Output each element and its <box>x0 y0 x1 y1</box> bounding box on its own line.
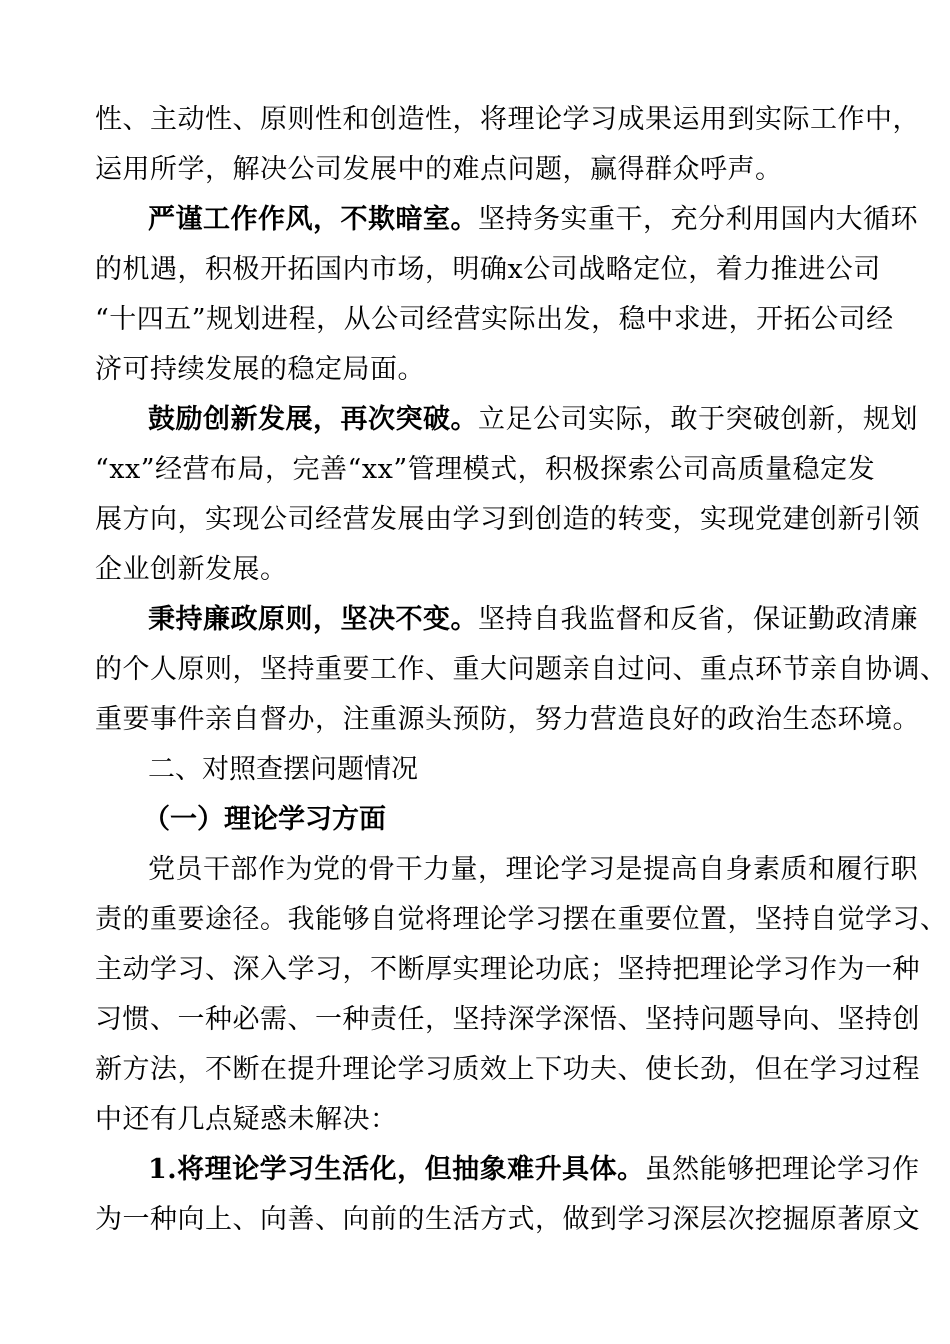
paragraph-line: 新方法，不断在提升理论学习质效上下功夫、使长劲，但在学习过程 <box>95 1054 920 1085</box>
paragraph-line: 的机遇，积极开拓国内市场，明确x公司战略定位，着力推进公司 <box>95 254 881 285</box>
paragraph-line: 党员干部作为党的骨干力量，理论学习是提高自身素质和履行职 <box>148 854 918 885</box>
paragraph-line: 习惯、一种必需、一种责任，坚持深学深悟、坚持问题导向、坚持创 <box>95 1004 920 1035</box>
paragraph-line <box>148 403 918 437</box>
paragraph-line <box>148 1153 918 1187</box>
paragraph-line: “十四五”规划进程，从公司经营实际出发，稳中求进，开拓公司经 <box>95 304 894 335</box>
paragraph-line: 性、主动性、原则性和创造性，将理论学习成果运用到实际工作中， <box>95 104 920 135</box>
paragraph-lead: 秉持廉政原则，坚决不变。 <box>148 604 478 635</box>
paragraph-line <box>148 203 918 237</box>
paragraph-text: 立足公司实际，敢于突破创新，规划 <box>478 404 918 435</box>
subsection-heading: （一）理论学习方面 <box>143 804 386 835</box>
paragraph-line: 为一种向上、向善、向前的生活方式，做到学习深层次挖掘原著原文 <box>95 1204 920 1235</box>
paragraph-line: 主动学习、深入学习，不断厚实理论功底；坚持把理论学习作为一种 <box>95 954 920 985</box>
paragraph-text: 坚持自我监督和反省，保证勤政清廉 <box>478 604 918 635</box>
paragraph-lead: 鼓励创新发展，再次突破。 <box>148 404 478 435</box>
paragraph-text: 虽然能够把理论学习作 <box>644 1154 920 1185</box>
paragraph-line: 运用所学，解决公司发展中的难点问题，赢得群众呼声。 <box>95 154 783 185</box>
paragraph-line: 展方向，实现公司经营发展由学习到创造的转变，实现党建创新引领 <box>95 504 920 535</box>
paragraph-lead: 严谨工作作风，不欺暗室。 <box>148 204 478 235</box>
paragraph-line: 企业创新发展。 <box>95 554 288 585</box>
paragraph-line: 中还有几点疑惑未解决： <box>95 1104 398 1135</box>
section-heading: 二、对照查摆问题情况 <box>148 754 418 785</box>
paragraph-line: 济可持续发展的稳定局面。 <box>95 354 425 385</box>
paragraph-line: 责的重要途径。我能够自觉将理论学习摆在重要位置，坚持自觉学习、 <box>95 904 948 935</box>
paragraph-line: 重要事件亲自督办，注重源头预防，努力营造良好的政治生态环境。 <box>95 704 920 735</box>
paragraph-line: “xx”经营布局，完善“xx”管理模式，积极探索公司高质量稳定发 <box>95 454 876 485</box>
paragraph-lead: 1.将理论学习生活化，但抽象难升具体。 <box>148 1154 645 1185</box>
paragraph-line: 的个人原则，坚持重要工作、重大问题亲自过问、重点环节亲自协调、 <box>95 654 948 685</box>
paragraph-line <box>148 603 918 637</box>
paragraph-text: 坚持务实重干，充分利用国内大循环 <box>478 204 918 235</box>
